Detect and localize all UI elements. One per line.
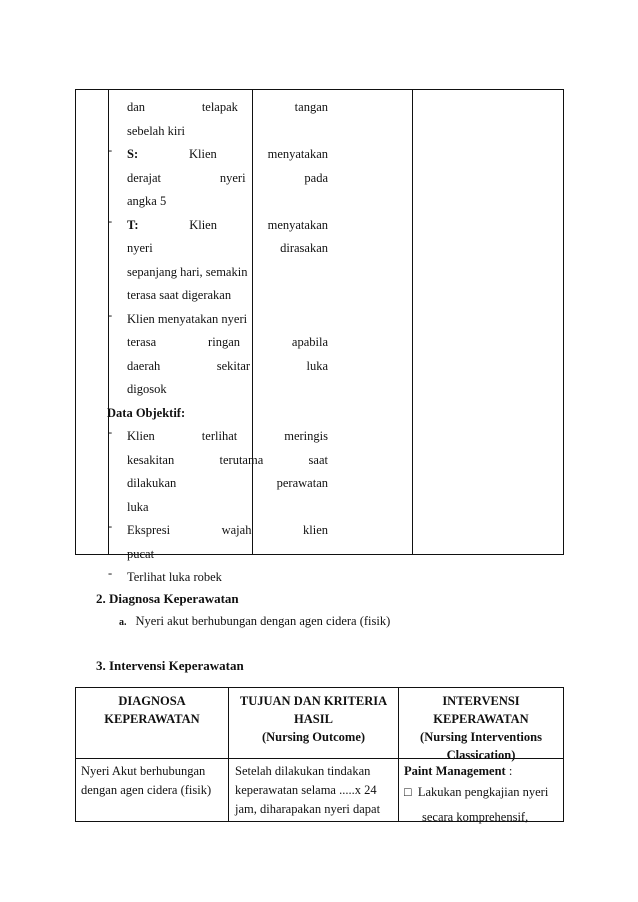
cell-line: jam, diharapakan nyeri dapat bbox=[235, 802, 381, 816]
header-line: HASIL bbox=[294, 712, 333, 726]
cell-line: Setelah dilakukan tindakan bbox=[235, 764, 371, 778]
text-line: angka 5 bbox=[127, 194, 167, 208]
checkbox-bullet-icon: □ bbox=[404, 785, 412, 799]
list-item bbox=[109, 566, 328, 590]
colon: : bbox=[505, 764, 513, 778]
list-item bbox=[109, 96, 328, 143]
list-item bbox=[109, 214, 328, 308]
text-line: sepanjang hari, semakin bbox=[127, 264, 248, 279]
intervention-table bbox=[75, 687, 564, 822]
item-label: S: bbox=[127, 147, 139, 161]
header-tujuan bbox=[229, 692, 398, 746]
text-line: terasa saat digerakan bbox=[127, 288, 232, 302]
text-line: dilakukan perawatan bbox=[127, 476, 328, 490]
list-item bbox=[109, 143, 328, 214]
cell-line: keperawatan selama .....x 24 bbox=[235, 783, 377, 797]
diagnosis-item bbox=[119, 614, 390, 629]
objective-data-heading: Data Objektif: bbox=[107, 405, 186, 420]
text-line: terasa ringan apabila bbox=[127, 335, 328, 349]
text-line: Klien menyatakan nyeri bbox=[127, 311, 248, 326]
dash-bullet: - bbox=[108, 566, 113, 580]
cell-line: secara komprehensif, bbox=[422, 810, 529, 824]
assessment-data-cell bbox=[109, 96, 328, 590]
header-line: KEPERAWATAN bbox=[104, 712, 200, 726]
text-line: nyeri dirasakan bbox=[127, 241, 328, 255]
section-heading-diagnosa: 2. Diagnosa Keperawatan bbox=[96, 591, 239, 606]
cell-intervensi bbox=[404, 762, 562, 827]
intervention-heading: Paint Management bbox=[404, 764, 506, 778]
text-fragment: Klien menyatakan bbox=[189, 217, 328, 232]
dash-bullet: - bbox=[108, 519, 113, 533]
text-fragment: Klien menyatakan bbox=[188, 147, 328, 161]
cell-line bbox=[404, 783, 562, 802]
text-line: pucat bbox=[127, 546, 155, 561]
text-line: daerah sekitar luka bbox=[127, 358, 328, 373]
text-line: Klien terlihat meringis bbox=[127, 429, 328, 443]
list-item bbox=[109, 425, 328, 519]
cell-tujuan bbox=[235, 762, 395, 819]
text-line: Ekspresi wajah klien bbox=[127, 523, 328, 537]
cell-text: Lakukan pengkajian nyeri bbox=[417, 785, 549, 799]
item-letter: a. bbox=[119, 617, 127, 628]
text-line: kesakitan terutama saat bbox=[127, 452, 328, 467]
header-line: TUJUAN DAN KRITERIA bbox=[239, 694, 388, 708]
dash-bullet: - bbox=[108, 307, 113, 322]
section-heading-intervensi: 3. Intervensi Keperawatan bbox=[96, 658, 244, 673]
header-line: KEPERAWATAN bbox=[433, 712, 529, 726]
cell-line: dengan agen cidera (fisik) bbox=[81, 783, 212, 797]
header-line: INTERVENSI bbox=[442, 694, 520, 708]
cell-diagnosa bbox=[81, 762, 227, 800]
list-item bbox=[109, 519, 328, 566]
text-line: Terlihat luka robek bbox=[127, 570, 222, 584]
text-line: sebelah kiri bbox=[127, 123, 185, 138]
header-line: Classication) bbox=[446, 748, 516, 762]
column-divider bbox=[412, 90, 413, 554]
text-line: dan telapak tangan bbox=[127, 100, 328, 114]
text-line: luka bbox=[127, 499, 149, 514]
text-line bbox=[127, 143, 328, 167]
cell-line bbox=[404, 762, 562, 781]
header-intervensi bbox=[399, 692, 563, 764]
dash-bullet: - bbox=[108, 425, 113, 439]
dash-bullet: - bbox=[108, 213, 113, 228]
dash-bullet: - bbox=[108, 143, 113, 157]
text-line: digosok bbox=[127, 382, 167, 396]
list-item bbox=[109, 308, 328, 402]
assessment-table bbox=[75, 89, 564, 584]
cell-line: Nyeri Akut berhubungan bbox=[81, 764, 206, 778]
item-label: T: bbox=[127, 217, 139, 232]
header-line: (Nursing Interventions bbox=[420, 730, 542, 744]
text-line bbox=[127, 214, 328, 238]
header-diagnosa bbox=[76, 692, 228, 728]
diagnosis-text: Nyeri akut berhubungan dengan agen cidera (fisik) bbox=[135, 614, 391, 628]
text-line: derajat nyeri pada bbox=[127, 170, 328, 185]
header-line: DIAGNOSA bbox=[118, 694, 186, 708]
header-line: (Nursing Outcome) bbox=[261, 730, 366, 744]
